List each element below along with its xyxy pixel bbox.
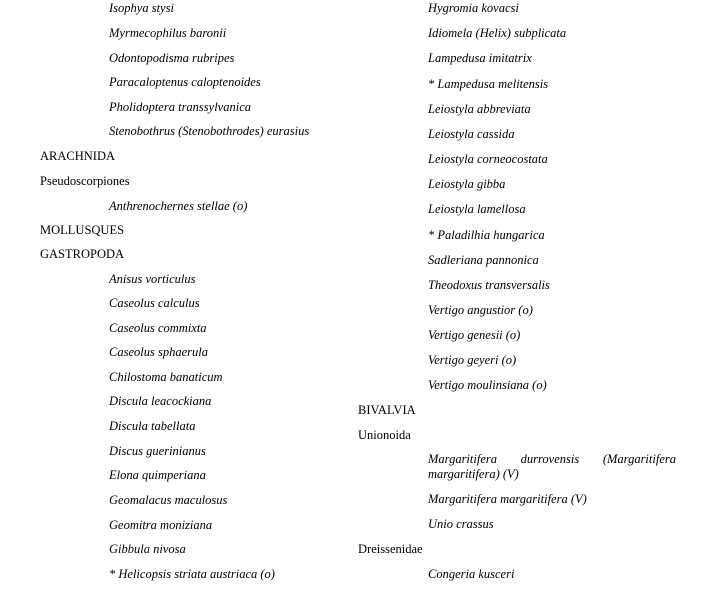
species-name: Isophya stysi bbox=[109, 1, 174, 15]
species-entry bbox=[428, 492, 587, 506]
group-heading-gastropoda bbox=[40, 247, 124, 261]
species-name: Idiomela (Helix) subplicata bbox=[428, 26, 567, 40]
species-name: Elona quimperiana bbox=[109, 468, 206, 482]
species-entry bbox=[428, 253, 539, 267]
species-name-line-1 bbox=[428, 452, 676, 466]
group-heading-label: GASTROPODA bbox=[40, 247, 125, 261]
species-entry bbox=[109, 394, 211, 408]
species-name: Unio crassus bbox=[428, 517, 494, 531]
species-name: Margaritifera margaritifera (V) bbox=[428, 492, 587, 506]
species-entry bbox=[428, 278, 550, 292]
species-name: Odontopodisma rubripes bbox=[109, 51, 235, 65]
species-entry bbox=[109, 444, 206, 458]
species-entry bbox=[109, 51, 234, 65]
species-name: Congeria kusceri bbox=[428, 567, 515, 581]
species-name: Leiostyla lamellosa bbox=[428, 202, 526, 216]
species-entry bbox=[109, 75, 261, 89]
species-name: Leiostyla abbreviata bbox=[428, 102, 531, 116]
species-entry bbox=[109, 321, 207, 335]
species-name: Discula leacockiana bbox=[109, 394, 212, 408]
species-name: Geomalacus maculosus bbox=[109, 493, 228, 507]
species-entry bbox=[428, 228, 545, 242]
species-name-line-2: margaritifera) (V) bbox=[428, 467, 519, 481]
species-name-word: durrovensis bbox=[520, 452, 580, 466]
group-heading-label: ARACHNIDA bbox=[40, 149, 115, 163]
order-heading-unionoida bbox=[358, 428, 411, 442]
order-heading-label: Pseudoscorpiones bbox=[40, 174, 130, 188]
species-name: Vertigo moulinsiana (o) bbox=[428, 378, 547, 392]
species-entry bbox=[428, 328, 520, 342]
species-name: Theodoxus transversalis bbox=[428, 278, 550, 292]
species-name: Caseolus commixta bbox=[109, 321, 207, 335]
species-name: Chilostoma banaticum bbox=[109, 370, 223, 384]
species-name: Sadleriana pannonica bbox=[428, 253, 539, 267]
species-name: Anthrenochernes stellae (o) bbox=[109, 199, 248, 213]
species-name-word: (Margaritifera bbox=[602, 452, 676, 466]
species-name: Geomitra moniziana bbox=[109, 518, 213, 532]
species-name: Discus guerinianus bbox=[109, 444, 206, 458]
species-entry bbox=[109, 468, 206, 482]
species-name: Leiostyla cassida bbox=[428, 127, 515, 141]
order-heading-label: Dreissenidae bbox=[358, 542, 423, 556]
order-heading-pseudoscorpiones bbox=[40, 174, 130, 188]
species-entry bbox=[109, 1, 174, 15]
species-entry bbox=[109, 296, 200, 310]
species-name: Paracaloptenus caloptenoides bbox=[109, 75, 261, 89]
species-name: Vertigo geyeri (o) bbox=[428, 353, 517, 367]
group-heading-label: BIVALVIA bbox=[358, 403, 416, 417]
group-heading-arachnida bbox=[40, 149, 115, 163]
species-entry bbox=[428, 102, 531, 116]
species-name: Leiostyla corneocostata bbox=[428, 152, 548, 166]
species-entry bbox=[428, 51, 532, 65]
species-entry bbox=[428, 1, 519, 15]
group-heading-mollusques bbox=[40, 223, 124, 237]
species-name: Gibbula nivosa bbox=[109, 542, 186, 556]
species-entry bbox=[428, 567, 514, 581]
species-entry bbox=[428, 77, 548, 91]
species-entry bbox=[109, 26, 226, 40]
species-entry bbox=[109, 419, 195, 433]
species-entry bbox=[109, 370, 223, 384]
species-name: Leiostyla gibba bbox=[428, 177, 506, 191]
species-entry bbox=[428, 303, 533, 317]
species-name: Anisus vorticulus bbox=[109, 272, 196, 286]
species-name: Pholidoptera transsylvanica bbox=[109, 100, 251, 114]
species-entry bbox=[109, 345, 208, 359]
species-entry bbox=[428, 152, 548, 166]
species-entry bbox=[109, 272, 195, 286]
group-heading-bivalvia bbox=[358, 403, 416, 417]
species-entry bbox=[428, 202, 526, 216]
species-entry bbox=[428, 378, 547, 392]
species-entry bbox=[428, 517, 494, 531]
species-entry bbox=[428, 452, 676, 481]
species-name: Myrmecophilus baronii bbox=[109, 26, 227, 40]
species-entry bbox=[109, 542, 186, 556]
species-name: Stenobothrus (Stenobothrodes) eurasius bbox=[109, 124, 310, 138]
species-name: Vertigo angustior (o) bbox=[428, 303, 533, 317]
species-name: Caseolus sphaerula bbox=[109, 345, 208, 359]
species-entry bbox=[109, 100, 251, 114]
species-name: Hygromia kovacsi bbox=[428, 1, 519, 15]
species-entry bbox=[428, 127, 514, 141]
species-entry bbox=[109, 199, 247, 213]
species-name: Lampedusa imitatrix bbox=[428, 51, 532, 65]
species-entry bbox=[109, 567, 275, 581]
species-entry bbox=[109, 124, 309, 138]
species-name: * Helicopsis striata austriaca (o) bbox=[109, 567, 275, 581]
species-name: Discula tabellata bbox=[109, 419, 196, 433]
group-heading-label: MOLLUSQUES bbox=[40, 223, 125, 237]
species-name: * Paladilhia hungarica bbox=[428, 228, 545, 242]
species-name: * Lampedusa melitensis bbox=[428, 77, 549, 91]
species-name-word: Margaritifera bbox=[428, 452, 497, 466]
species-entry bbox=[428, 177, 505, 191]
species-entry bbox=[428, 353, 516, 367]
species-name: Caseolus calculus bbox=[109, 296, 200, 310]
species-entry bbox=[109, 518, 212, 532]
order-heading-dreissenidae bbox=[358, 542, 423, 556]
species-entry bbox=[428, 26, 566, 40]
species-name: Vertigo genesii (o) bbox=[428, 328, 521, 342]
order-heading-label: Unionoida bbox=[358, 428, 411, 442]
species-entry bbox=[109, 493, 227, 507]
